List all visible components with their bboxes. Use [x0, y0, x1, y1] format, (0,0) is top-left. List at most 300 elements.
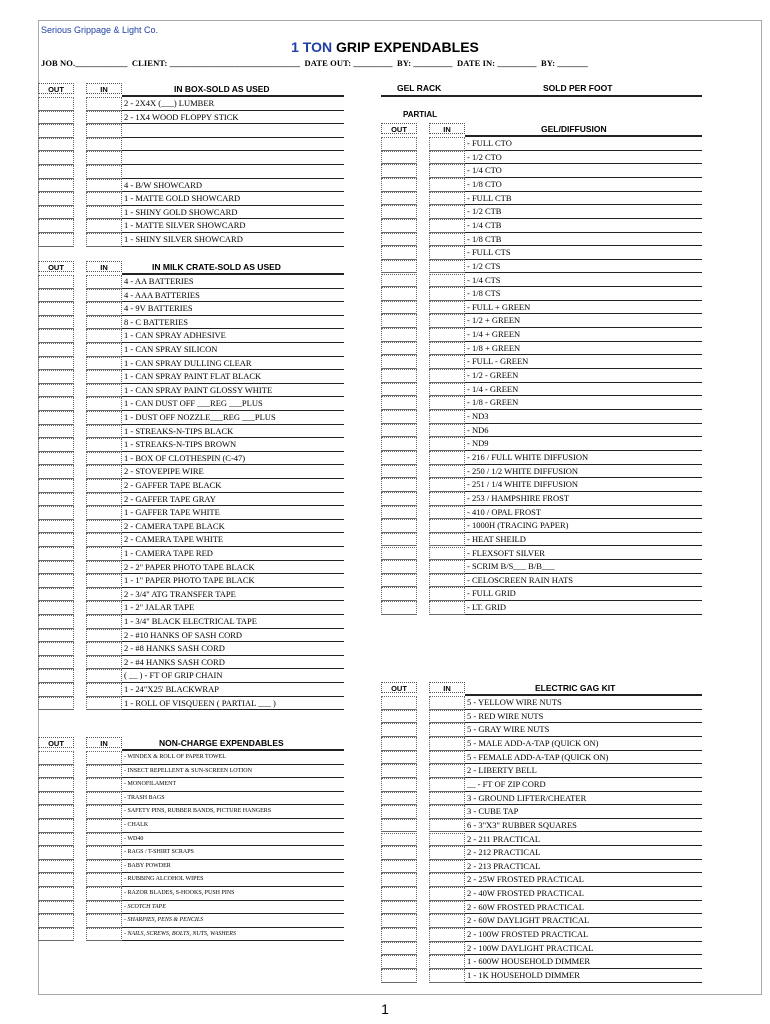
in-checkbox[interactable]	[86, 574, 122, 588]
in-checkbox[interactable]	[429, 819, 465, 833]
out-checkbox[interactable]	[381, 873, 417, 887]
item-label: 5 - YELLOW WIRE NUTS	[465, 696, 702, 710]
item-label: - FULL CTO	[465, 137, 702, 151]
item-label: - SAFETY PINS, RUBBER BANDS, PICTURE HANGERS	[122, 805, 344, 819]
out-checkbox[interactable]	[38, 438, 74, 452]
out-checkbox[interactable]	[38, 520, 74, 534]
checklist-row	[38, 778, 344, 792]
out-checkbox[interactable]	[38, 588, 74, 602]
in-checkbox[interactable]	[86, 547, 122, 561]
in-checkbox[interactable]	[86, 411, 122, 425]
in-checkbox[interactable]	[429, 424, 465, 438]
checklist-row	[38, 275, 344, 289]
in-checkbox[interactable]	[86, 629, 122, 643]
in-checkbox[interactable]	[429, 723, 465, 737]
in-checkbox[interactable]	[86, 384, 122, 398]
out-checkbox[interactable]	[38, 683, 74, 697]
out-checkbox[interactable]	[38, 805, 74, 819]
out-checkbox[interactable]	[381, 164, 417, 178]
in-checkbox[interactable]	[429, 533, 465, 547]
out-checkbox[interactable]	[38, 111, 74, 125]
out-checkbox[interactable]	[38, 914, 74, 928]
in-checkbox[interactable]	[429, 314, 465, 328]
checklist-row	[381, 205, 702, 219]
out-checkbox[interactable]	[381, 928, 417, 942]
checklist-row	[38, 520, 344, 534]
checklist-row	[38, 574, 344, 588]
in-checkbox[interactable]	[429, 205, 465, 219]
out-checkbox[interactable]	[381, 410, 417, 424]
checklist-row	[38, 465, 344, 479]
out-checkbox[interactable]	[38, 165, 74, 179]
out-checkbox[interactable]	[381, 424, 417, 438]
out-checkbox[interactable]	[38, 860, 74, 874]
in-checkbox[interactable]	[429, 860, 465, 874]
item-label: 1 - 2" JALAR TAPE	[122, 601, 344, 615]
out-checkbox[interactable]	[381, 901, 417, 915]
in-checkbox[interactable]	[86, 97, 122, 111]
in-checkbox[interactable]	[429, 710, 465, 724]
out-checkbox[interactable]	[38, 547, 74, 561]
checklist-row	[381, 478, 702, 492]
item-label: - 251 / 1/4 WHITE DIFFUSION	[465, 478, 702, 492]
in-checkbox[interactable]	[429, 383, 465, 397]
checklist-row	[38, 397, 344, 411]
in-checkbox[interactable]	[429, 410, 465, 424]
in-checkbox[interactable]	[429, 328, 465, 342]
out-checkbox[interactable]	[38, 751, 74, 765]
item-label: - LT. GRID	[465, 601, 702, 615]
in-checkbox[interactable]	[86, 520, 122, 534]
non-charge-heading: NON-CHARGE EXPENDABLES	[159, 738, 284, 748]
out-checkbox[interactable]	[38, 124, 74, 138]
in-checkbox[interactable]	[429, 465, 465, 479]
out-checkbox[interactable]	[381, 942, 417, 956]
in-checkbox[interactable]	[86, 901, 122, 915]
in-checkbox[interactable]	[86, 493, 122, 507]
in-checkbox[interactable]	[86, 819, 122, 833]
in-checkbox[interactable]	[429, 260, 465, 274]
out-checkbox[interactable]	[38, 601, 74, 615]
out-checkbox[interactable]	[38, 479, 74, 493]
checklist-row	[381, 342, 702, 356]
item-label: 2 - 2X4X (___) LUMBER	[122, 97, 344, 111]
item-label: - 1/4 - GREEN	[465, 383, 702, 397]
item-label: 2 - #4 HANKS SASH CORD	[122, 656, 344, 670]
out-checkbox[interactable]	[38, 533, 74, 547]
item-label: 2 - 25W FROSTED PRACTICAL	[465, 873, 702, 887]
checklist-row	[38, 111, 344, 125]
out-checkbox[interactable]	[38, 656, 74, 670]
in-checkbox[interactable]	[429, 873, 465, 887]
out-checkbox[interactable]	[381, 560, 417, 574]
out-checkbox[interactable]	[381, 547, 417, 561]
in-checkbox[interactable]	[429, 219, 465, 233]
in-checkbox[interactable]	[429, 901, 465, 915]
checklist-row	[381, 383, 702, 397]
out-checkbox[interactable]	[38, 425, 74, 439]
out-col-label: OUT	[381, 123, 417, 134]
out-checkbox[interactable]	[38, 370, 74, 384]
in-checkbox[interactable]	[86, 683, 122, 697]
out-checkbox[interactable]	[381, 355, 417, 369]
out-checkbox[interactable]	[381, 751, 417, 765]
in-checkbox[interactable]	[429, 164, 465, 178]
in-checkbox[interactable]	[429, 451, 465, 465]
out-checkbox[interactable]	[381, 792, 417, 806]
checklist-row	[381, 519, 702, 533]
item-label	[122, 165, 344, 179]
item-label: 5 - MALE ADD-A-TAP (QUICK ON)	[465, 737, 702, 751]
checklist-row	[381, 137, 702, 151]
in-checkbox[interactable]	[86, 275, 122, 289]
out-checkbox[interactable]	[381, 601, 417, 615]
in-checkbox[interactable]	[86, 914, 122, 928]
out-checkbox[interactable]	[381, 533, 417, 547]
in-checkbox[interactable]	[86, 219, 122, 233]
in-checkbox[interactable]	[429, 437, 465, 451]
out-checkbox[interactable]	[38, 192, 74, 206]
item-label: 1 - 1K HOUSEHOLD DIMMER	[465, 969, 702, 983]
out-checkbox[interactable]	[38, 97, 74, 111]
in-checkbox[interactable]	[429, 233, 465, 247]
out-checkbox[interactable]	[38, 384, 74, 398]
out-checkbox[interactable]	[38, 397, 74, 411]
in-checkbox[interactable]	[429, 478, 465, 492]
in-checkbox[interactable]	[429, 942, 465, 956]
out-checkbox[interactable]	[381, 506, 417, 520]
out-checkbox[interactable]	[38, 411, 74, 425]
in-checkbox[interactable]	[429, 846, 465, 860]
in-checkbox[interactable]	[86, 289, 122, 303]
checklist-row	[381, 301, 702, 315]
checklist-row	[381, 914, 702, 928]
checklist-row	[381, 696, 702, 710]
out-checkbox[interactable]	[38, 179, 74, 193]
in-checkbox[interactable]	[86, 642, 122, 656]
in-checkbox[interactable]	[86, 506, 122, 520]
out-checkbox[interactable]	[381, 574, 417, 588]
item-label: - 1/2 + GREEN	[465, 314, 702, 328]
out-checkbox[interactable]	[381, 314, 417, 328]
in-checkbox[interactable]	[86, 192, 122, 206]
out-checkbox[interactable]	[381, 328, 417, 342]
checklist-row	[38, 792, 344, 806]
out-checkbox[interactable]	[38, 452, 74, 466]
in-checkbox[interactable]	[86, 656, 122, 670]
in-checkbox[interactable]	[429, 696, 465, 710]
in-checkbox[interactable]	[429, 178, 465, 192]
in-checkbox[interactable]	[429, 506, 465, 520]
in-checkbox[interactable]	[429, 151, 465, 165]
out-checkbox[interactable]	[38, 289, 74, 303]
in-checkbox[interactable]	[429, 955, 465, 969]
in-checkbox[interactable]	[86, 778, 122, 792]
out-checkbox[interactable]	[38, 357, 74, 371]
item-label: - NAILS, SCREWS, BOLTS, NUTS, WASHERS	[122, 928, 344, 942]
checklist-row	[38, 561, 344, 575]
out-checkbox[interactable]	[381, 260, 417, 274]
out-checkbox[interactable]	[381, 492, 417, 506]
in-checkbox[interactable]	[86, 302, 122, 316]
item-label: - SCOTCH TAPE	[122, 901, 344, 915]
out-checkbox[interactable]	[381, 587, 417, 601]
out-checkbox[interactable]	[381, 437, 417, 451]
in-checkbox[interactable]	[86, 179, 122, 193]
in-checkbox[interactable]	[86, 397, 122, 411]
out-checkbox[interactable]	[381, 969, 417, 983]
item-label: 4 - AA BATTERIES	[122, 275, 344, 289]
out-checkbox[interactable]	[38, 873, 74, 887]
in-checkbox[interactable]	[86, 588, 122, 602]
in-checkbox[interactable]	[429, 192, 465, 206]
out-checkbox[interactable]	[38, 887, 74, 901]
checklist-row	[38, 151, 344, 165]
in-checkbox[interactable]	[86, 357, 122, 371]
checklist-row	[381, 737, 702, 751]
out-checkbox[interactable]	[38, 574, 74, 588]
out-checkbox[interactable]	[38, 928, 74, 942]
in-checkbox[interactable]	[429, 369, 465, 383]
out-checkbox[interactable]	[381, 887, 417, 901]
out-checkbox[interactable]	[381, 205, 417, 219]
out-checkbox[interactable]	[38, 778, 74, 792]
in-checkbox[interactable]	[86, 370, 122, 384]
in-checkbox[interactable]	[429, 737, 465, 751]
out-checkbox[interactable]	[38, 629, 74, 643]
out-checkbox[interactable]	[381, 914, 417, 928]
in-checkbox[interactable]	[86, 233, 122, 247]
item-label: 1 - BOX OF CLOTHESPIN (C-47)	[122, 452, 344, 466]
in-checkbox[interactable]	[429, 928, 465, 942]
item-label: - 1/2 CTO	[465, 151, 702, 165]
item-label: - INSECT REPELLENT & SUN-SCREEN LOTION	[122, 765, 344, 779]
in-checkbox[interactable]	[429, 396, 465, 410]
checklist-row	[38, 370, 344, 384]
out-checkbox[interactable]	[381, 805, 417, 819]
out-checkbox[interactable]	[381, 955, 417, 969]
out-checkbox[interactable]	[381, 478, 417, 492]
in-checkbox[interactable]	[429, 914, 465, 928]
in-checkbox[interactable]	[429, 587, 465, 601]
item-label: - WINDEX & ROLL OF PAPER TOWEL	[122, 751, 344, 765]
in-checkbox[interactable]	[429, 355, 465, 369]
out-checkbox[interactable]	[38, 765, 74, 779]
in-checkbox[interactable]	[429, 601, 465, 615]
in-checkbox[interactable]	[86, 343, 122, 357]
out-checkbox[interactable]	[38, 615, 74, 629]
in-checkbox[interactable]	[429, 547, 465, 561]
in-checkbox[interactable]	[86, 928, 122, 942]
checklist-row	[38, 601, 344, 615]
in-checkbox[interactable]	[86, 316, 122, 330]
in-col-label: IN	[86, 737, 122, 748]
out-checkbox[interactable]	[381, 710, 417, 724]
out-checkbox[interactable]	[38, 151, 74, 165]
out-checkbox[interactable]	[38, 219, 74, 233]
out-checkbox[interactable]	[381, 287, 417, 301]
in-checkbox[interactable]	[86, 138, 122, 152]
in-checkbox[interactable]	[429, 764, 465, 778]
out-checkbox[interactable]	[381, 274, 417, 288]
out-checkbox[interactable]	[38, 819, 74, 833]
out-checkbox[interactable]	[381, 342, 417, 356]
out-checkbox[interactable]	[381, 369, 417, 383]
item-label: - RUBBING ALCOHOL WIPES	[122, 873, 344, 887]
checklist-row	[38, 124, 344, 138]
out-checkbox[interactable]	[38, 275, 74, 289]
in-checkbox[interactable]	[429, 342, 465, 356]
out-checkbox[interactable]	[381, 178, 417, 192]
checklist-row	[38, 438, 344, 452]
in-checkbox[interactable]	[86, 860, 122, 874]
in-checkbox[interactable]	[86, 873, 122, 887]
item-label: - 1/8 - GREEN	[465, 396, 702, 410]
in-checkbox[interactable]	[86, 805, 122, 819]
out-checkbox[interactable]	[381, 846, 417, 860]
gel-rack-rule	[381, 95, 702, 97]
in-checkbox[interactable]	[86, 669, 122, 683]
in-checkbox[interactable]	[86, 425, 122, 439]
out-checkbox[interactable]	[38, 561, 74, 575]
checklist-row	[381, 396, 702, 410]
in-checkbox[interactable]	[86, 479, 122, 493]
out-checkbox[interactable]	[381, 723, 417, 737]
out-checkbox[interactable]	[38, 901, 74, 915]
out-checkbox[interactable]	[381, 137, 417, 151]
out-checkbox[interactable]	[38, 302, 74, 316]
in-checkbox[interactable]	[429, 751, 465, 765]
checklist-row	[38, 642, 344, 656]
out-checkbox[interactable]	[381, 833, 417, 847]
item-label: - RAZOR BLADES, S-HOOKS, PUSH PINS	[122, 887, 344, 901]
in-checkbox[interactable]	[86, 792, 122, 806]
item-label: - 1/2 CTB	[465, 205, 702, 219]
out-checkbox[interactable]	[38, 465, 74, 479]
checklist-row	[38, 452, 344, 466]
in-checkbox[interactable]	[86, 846, 122, 860]
out-checkbox[interactable]	[381, 301, 417, 315]
checklist-row	[38, 138, 344, 152]
in-checkbox[interactable]	[86, 697, 122, 711]
out-checkbox[interactable]	[381, 192, 417, 206]
out-checkbox[interactable]	[38, 138, 74, 152]
item-label: 2 - GAFFER TAPE GRAY	[122, 493, 344, 507]
out-checkbox[interactable]	[38, 792, 74, 806]
item-label: 2 - 211 PRACTICAL	[465, 833, 702, 847]
item-label: 1 - STREAKS-N-TIPS BLACK	[122, 425, 344, 439]
in-checkbox[interactable]	[429, 969, 465, 983]
in-checkbox[interactable]	[429, 287, 465, 301]
item-label: 1 - STREAKS-N-TIPS BROWN	[122, 438, 344, 452]
out-checkbox[interactable]	[381, 451, 417, 465]
in-checkbox[interactable]	[429, 519, 465, 533]
out-checkbox[interactable]	[381, 696, 417, 710]
item-label: - 250 / 1/2 WHITE DIFFUSION	[465, 465, 702, 479]
out-checkbox[interactable]	[38, 833, 74, 847]
in-checkbox[interactable]	[86, 833, 122, 847]
out-checkbox[interactable]	[38, 206, 74, 220]
checklist-row	[381, 246, 702, 260]
out-checkbox[interactable]	[381, 383, 417, 397]
checklist-row	[381, 314, 702, 328]
out-checkbox[interactable]	[38, 506, 74, 520]
out-checkbox[interactable]	[381, 778, 417, 792]
out-checkbox[interactable]	[38, 493, 74, 507]
in-checkbox[interactable]	[86, 111, 122, 125]
in-checkbox[interactable]	[429, 246, 465, 260]
out-checkbox[interactable]	[38, 669, 74, 683]
item-label: 4 - 9V BATTERIES	[122, 302, 344, 316]
in-checkbox[interactable]	[86, 561, 122, 575]
checklist-row	[381, 846, 702, 860]
out-checkbox[interactable]	[381, 151, 417, 165]
item-label: - 1/2 CTS	[465, 260, 702, 274]
in-checkbox[interactable]	[429, 574, 465, 588]
out-checkbox[interactable]	[381, 396, 417, 410]
in-checkbox[interactable]	[86, 165, 122, 179]
out-checkbox[interactable]	[38, 846, 74, 860]
in-checkbox[interactable]	[86, 465, 122, 479]
out-checkbox[interactable]	[381, 233, 417, 247]
in-checkbox[interactable]	[429, 805, 465, 819]
in-checkbox[interactable]	[86, 151, 122, 165]
out-checkbox[interactable]	[381, 465, 417, 479]
out-checkbox[interactable]	[381, 819, 417, 833]
in-checkbox[interactable]	[86, 765, 122, 779]
out-checkbox[interactable]	[381, 860, 417, 874]
in-checkbox[interactable]	[429, 778, 465, 792]
out-checkbox[interactable]	[38, 329, 74, 343]
in-checkbox[interactable]	[86, 615, 122, 629]
in-checkbox[interactable]	[429, 301, 465, 315]
in-checkbox[interactable]	[429, 274, 465, 288]
in-checkbox[interactable]	[429, 492, 465, 506]
out-checkbox[interactable]	[381, 219, 417, 233]
in-checkbox[interactable]	[429, 792, 465, 806]
in-checkbox[interactable]	[86, 452, 122, 466]
in-checkbox[interactable]	[86, 206, 122, 220]
in-checkbox[interactable]	[86, 329, 122, 343]
checklist-row	[38, 629, 344, 643]
in-checkbox[interactable]	[429, 833, 465, 847]
in-checkbox[interactable]	[429, 887, 465, 901]
in-checkbox[interactable]	[86, 887, 122, 901]
out-checkbox[interactable]	[38, 233, 74, 247]
in-checkbox[interactable]	[86, 533, 122, 547]
out-checkbox[interactable]	[381, 737, 417, 751]
in-box-header	[38, 83, 344, 95]
in-checkbox[interactable]	[86, 601, 122, 615]
in-checkbox[interactable]	[86, 438, 122, 452]
item-label: - MONOFILAMENT	[122, 778, 344, 792]
in-checkbox[interactable]	[86, 124, 122, 138]
in-checkbox[interactable]	[429, 560, 465, 574]
out-checkbox[interactable]	[38, 642, 74, 656]
out-checkbox[interactable]	[38, 316, 74, 330]
out-checkbox[interactable]	[381, 764, 417, 778]
out-checkbox[interactable]	[38, 343, 74, 357]
in-checkbox[interactable]	[429, 137, 465, 151]
out-checkbox[interactable]	[381, 246, 417, 260]
item-label: - FULL - GREEN	[465, 355, 702, 369]
checklist-row	[381, 192, 702, 206]
in-checkbox[interactable]	[86, 751, 122, 765]
title-emphasis: 1 TON	[291, 39, 333, 55]
checklist-row	[381, 451, 702, 465]
out-checkbox[interactable]	[381, 519, 417, 533]
out-checkbox[interactable]	[38, 697, 74, 711]
